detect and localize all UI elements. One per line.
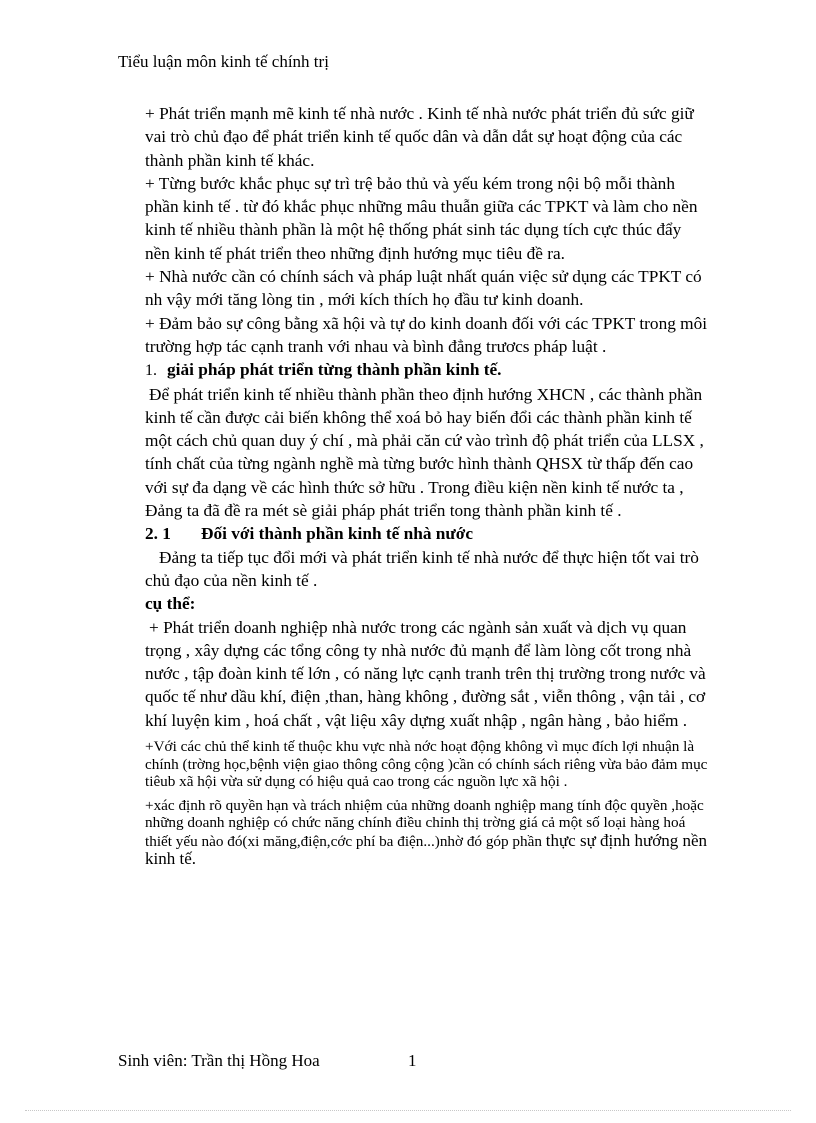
paragraph-4: + Đảm bảo sự công bằng xã hội và tự do kinh doanh đối với các TPKT trong môi trường hợp tác cạnh tranh với nhau và bình đẳng trươcs pháp luật . xyxy=(145,313,708,356)
page-header-title: Tiểu luận môn kinh tế chính trị xyxy=(118,52,329,71)
cu-the-label: cụ thể: xyxy=(145,594,196,614)
footer-page-number: 1 xyxy=(408,1051,417,1070)
paragraph-6: Đảng ta tiếp tục đổi mới và phát triển kinh tế nhà nước để thực hiện tốt vai trò chủ đạo của nền kinh tế . xyxy=(145,547,699,590)
paragraph-9-tail: thực sự định hướng nền kinh tế. xyxy=(145,830,708,869)
section-heading-1 xyxy=(145,358,710,382)
footer-student-name: Sinh viên: Trần thị Hồng Hoa xyxy=(118,1051,320,1070)
section-number-1: 1. xyxy=(145,362,157,380)
section-number-2-1: 2. 1 xyxy=(145,524,171,544)
section-title-1: giải pháp phát triển từng thành phần kinh tế. xyxy=(167,360,502,380)
document-body xyxy=(145,102,710,869)
paragraph-8: +Với các chủ thể kinh tế thuộc khu vực nhà nớc hoạt động không vì mục đích lợi nhuận là chính (trờng học,bệnh viện giao thông công cộng )cần có chính sách riêng vừa bảo đảm mục tiêub xã hội vừa sử dụng có hiệu quả cao trong các nguồn lực xã hội . xyxy=(145,738,708,791)
paragraph-3: + Nhà nước cần có chính sách và pháp luật nhất quán việc sử dụng các TPKT có nh vậy mới tăng lòng tin , mới kích thích họ đầu tư kinh doanh. xyxy=(145,267,702,310)
paragraph-2: + Từng bước khắc phục sự trì trệ bảo thủ và yếu kém trong nội bộ mỗi thành phần kinh tế . từ đó khắc phục những mâu thuẫn giữa các TPKT và làm cho nền kinh tế nhiều thành phần là một hệ thống phát sinh tác dụng tích cực thúc đẩy nền kinh tế phát triển theo những định hướng mục tiêu đề ra. xyxy=(145,173,698,263)
paragraph-5: Để phát triển kinh tế nhiều thành phần theo định hướng XHCN , các thành phần kinh tế cần được cải biến không thể xoá bỏ hay biến đổi các thành phần kinh tế một cách chủ quan duy ý chí , mà phải căn cứ vào trình độ phát triển của LLSX , tính chất của từng ngành nghề mà từng bước hình thành QHSX từ thấp đến cao với sự đa dạng về các hình thức sở hữu . Trong điều kiện nền kinh tế nước ta , Đảng ta đã đề ra mét sè giải pháp phát triển tong thành phần kinh tế . xyxy=(145,384,704,521)
paragraph-1: + Phát triển mạnh mẽ kinh tế nhà nước . Kinh tế nhà nước phát triển đủ sức giữ vai trò chủ đạo để phát triển kinh tế quốc dân và dẫn dắt sự hoạt động của các thành phần kinh tế khác. xyxy=(145,104,694,170)
paragraph-9 xyxy=(145,797,710,869)
page-bottom-divider xyxy=(25,1110,791,1111)
paragraph-7: + Phát triển doanh nghiệp nhà nước trong các ngành sản xuất và dịch vụ quan trọng , xây dựng các tổng công ty nhà nước đủ mạnh để làm lòng cốt trong nhà nước , tập đoàn kinh tế lớn , có năng lực cạnh tranh trên thị trường trong nước và quốc tế như dầu khí, điện ,than, hàng không , đường sắt , viễn thông , vận tải , cơ khí luyện kim , hoá chất , vật liệu xây dựng xuất nhập , ngân hàng , bảo hiểm . xyxy=(145,617,706,730)
paragraph-9-main: +xác định rõ quyền hạn và trách nhiệm của những doanh nghiệp mang tính độc quyền ,hoặc những doanh nghiệp có chức năng chính điều chỉnh thị trờng giá cả một số loại hàng hoá thiết yếu nào đó(xi măng,điện,cớc phí ba điện...)nhờ đó góp phần xyxy=(145,796,704,850)
section-heading-2-1 xyxy=(145,522,710,545)
section-title-2-1: Đối với thành phần kinh tế nhà nước xyxy=(201,524,474,544)
